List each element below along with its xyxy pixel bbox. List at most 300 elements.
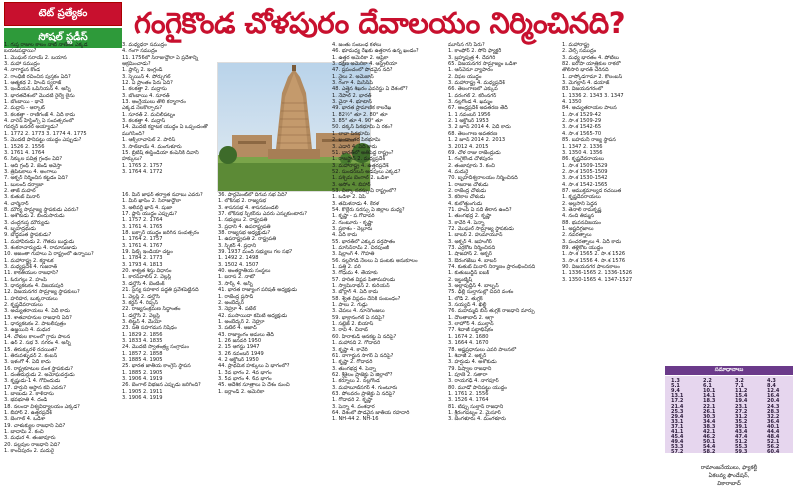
question-line: 1. 3వ భాగం 2. 4వ భాగం	[218, 369, 272, 376]
question-line: 84. అచ్యుతరాయల పాలన	[562, 105, 617, 112]
question-column-1	[4, 42, 114, 492]
answer-cell: 45.4	[671, 434, 684, 441]
question-line: 1. 1905 2. 1911	[122, 388, 163, 395]
question-line: 1. 82½° తూ 2. 80° తూ	[332, 111, 388, 118]
question-line: 3. కృష్ణుడు-1 4. గోవిందుడు	[4, 378, 61, 385]
answer-cell: 41.1	[671, 429, 684, 435]
answer-cell: 58.2	[703, 449, 716, 456]
question-line: 2. గాంధీజీ రచించిన పుస్తకం ఏది?	[4, 73, 71, 80]
question-line: 36. పార్లమెంట్‌లో దిగువ సభ ఏది?	[218, 192, 288, 198]
question-line: 40. అంతర్జాతీయ సంస్థలు	[218, 268, 271, 275]
question-line: 1. మహారాష్ట్ర	[562, 42, 590, 48]
question-line: 1. దంతిదుర్గుడు 2. అమోఘవర్షుడు	[4, 371, 75, 378]
question-line: 3. మధ్యప్రదేశ్ 4. గుజరాత్	[4, 264, 58, 271]
question-line: 3. మహబూబ్‌నగర్ 4. గుంటూరు	[332, 384, 398, 391]
question-line: 1. సభ్యులు 2. రాష్ట్రపతి	[218, 217, 268, 224]
question-line: 11. 1756లో సిరాజుద్దౌలా ఏ ప్రదేశాన్ని	[122, 54, 199, 61]
question-line: 3. 85° తూ 4. 90° తూ	[332, 118, 383, 125]
question-line: 89. తళ్లికోట యుద్ధం	[562, 245, 603, 251]
question-line: 2. వేల్స్ సముద్రం	[562, 48, 597, 55]
answer-cell: 21.4	[671, 403, 684, 410]
question-line: 1. గుప్త రాజుల కాలం నాటి నాణేలు ఎక్కడ	[4, 42, 88, 48]
author-credit	[665, 464, 793, 488]
question-line: 77. శివాజీ పట్టాభిషేకం	[448, 327, 494, 334]
answer-cell: 15.4	[735, 393, 748, 400]
answer-cell: 20.4	[767, 398, 780, 405]
question-line: హక్కులు?	[122, 156, 143, 163]
question-line: 1. అంబేద్కర్ 2. నెహ్రూ	[218, 318, 265, 325]
question-line: 3. స్పీకర్ 4. ప్రధాని	[218, 242, 257, 249]
answer-cell: 42.1	[703, 429, 716, 435]
question-line: 1. 1 నవంబర్ 1956	[448, 111, 491, 118]
answer-cell: 6.1	[703, 383, 712, 390]
question-line: 18. బక్సార్ యుద్ధం జరిగిన సంవత్సరం	[122, 230, 200, 237]
question-line: 55. భారత్‌లో ఎక్కువ వర్షపాతం	[332, 238, 396, 245]
question-line: 15. బ్రిటిష్ ఈస్టిండియా కంపెనీకి దివానీ	[122, 149, 199, 156]
question-line: 2. అల్లసాని పెద్దన	[562, 200, 598, 207]
question-line: 2. అంబేద్కర్	[218, 299, 244, 306]
question-column-5	[448, 42, 558, 492]
question-line: 90. విజయనగర పాలనకాలం	[562, 264, 620, 271]
question-line: 4. నాగార్జున కొండ	[4, 67, 41, 74]
question-line: 3. ఇండియన్ ఒపీనియన్ 4. అన్నీ	[4, 86, 71, 93]
question-line: 1. 1885 2. 1905	[122, 369, 163, 376]
question-line: 73. ఎర్రకోట నిర్మించినది	[448, 245, 496, 251]
answer-cell: 29.4	[671, 413, 684, 420]
question-line: 1. 26 జనవరి 1950	[218, 337, 262, 344]
question-line: 20. పల్లవుల రాజధాని ఏది?	[4, 441, 61, 448]
answers-table	[665, 376, 793, 456]
question-line: 3. అల్లావుద్దీన్ 4. బాల్బన్	[448, 283, 499, 290]
question-line: 1. ఫ్రాన్స్ 2. ఇంగ్లండ్	[122, 67, 163, 74]
answer-cell: 37.1	[671, 423, 684, 430]
question-line: 3. బెంగాల్ 4. ఒడిశా	[4, 416, 46, 423]
answer-cell: 7.1	[735, 383, 744, 390]
question-line: 3. బ్రహ్మపుత్ర 4. దేవగిరి	[448, 54, 496, 61]
question-line: 44. ప్రాథమిక హక్కులు ఏ భాగంలో?	[218, 363, 290, 370]
question-line: 1. వాస్కోడగామా 2. కొలంబస్	[562, 73, 623, 80]
credit-line-3: వికారాబాద్	[717, 481, 741, 487]
question-line: 45. ఆదేశిక సూత్రాలు ఏ దేశం నుంచి	[218, 382, 290, 389]
question-line: 37. లోక్‌సభ స్పీకర్‌ను ఎవరు ఎన్నుకుంటారు?	[218, 211, 307, 218]
question-column-4	[332, 42, 444, 492]
question-line: 1. మహానది 2. గోదావరి	[332, 340, 381, 347]
question-line: 24. మొదటి స్వాతంత్ర్య సంగ్రామం	[122, 344, 189, 351]
question-line: 1. 1526 2. 1556	[4, 143, 45, 150]
question-line: 3. 1761 4. 1764	[4, 149, 45, 156]
question-line: 1. కారన్‌వాలిస్ 2. వెల్లస్లీ	[122, 274, 172, 281]
question-line: 3. భవభూతి 4. దండి	[4, 397, 48, 404]
question-line: 51. భారత్‌లో అతిపెద్ద రాష్ట్రం?	[332, 149, 394, 156]
question-line: 75. ఢిల్లీ సుల్తానుల్లో చివరి వంశం	[448, 289, 514, 296]
question-line: 16. రాష్ట్రకూటుల వంశ స్థాపకుడు?	[4, 365, 74, 372]
question-line: 1. బొంబాయి - థానే	[4, 99, 44, 106]
question-line: బయటపడ్డాయి?	[4, 48, 37, 55]
question-line: తొలిసారి భారత్ చేరినది	[562, 67, 609, 74]
answer-cell: 51.2	[735, 439, 748, 446]
question-line: 78. అష్టప్రధానులు ఎవరి పాలనలో	[448, 346, 517, 353]
question-line: 66. తెలంగాణలో ఎక్కువ	[448, 86, 498, 93]
question-line: 1. గంగైకొండ చోళపురం	[448, 156, 493, 163]
question-line: 3. శంకరాచార్యుడు 4. రామానుజుడు	[4, 245, 77, 251]
question-line: 1. 1772 2. 1773 3. 1774 4. 1775	[4, 130, 87, 137]
question-line: 2. మద్రాస్ - ఆర్కాట్	[4, 105, 45, 112]
question-line: 1. ఆది గ్రంథ్ 2. జెండ్ అవెస్తా	[4, 162, 62, 169]
question-line: 61. నాగార్జున సాగర్ ఏ నదిపై?	[332, 352, 394, 359]
question-line: 3. కృష్ణా 4. కావేరి	[332, 346, 368, 353]
question-column-3	[218, 192, 328, 492]
question-line: 3. 1664 4. 1670	[448, 340, 489, 347]
question-line: 1. డల్హౌసీ 2. వెల్లస్లీ	[122, 312, 160, 319]
question-line: 3. సయ్యద్ 4. ఖిల్జీ	[448, 302, 487, 309]
question-line: మూసిన గని పేరు?	[448, 42, 485, 48]
question-line: 19. చాళుక్యుల రాజధాని ఏది?	[4, 422, 66, 429]
answer-cell: 14.1	[703, 393, 716, 400]
question-line: 10. అజంతా గుహలు ఏ రాష్ట్రంలో ఉన్నాయి?	[4, 251, 94, 258]
question-line: 3. 1526 4. 1764	[448, 397, 489, 404]
answer-cell: 9.4	[671, 388, 680, 395]
question-line: 3. మధ్య భారతం 4. పోటీలు	[562, 54, 619, 61]
question-line: 1. 1765 2. 1757	[122, 162, 163, 169]
question-line: 79. పీష్వాల రాజధాని	[448, 365, 492, 372]
question-line: 54. కొల్లేరు సరస్సు ఏ జిల్లాల మధ్య?	[332, 206, 405, 213]
question-line: 3. 1761 4. 1767	[122, 242, 163, 249]
answer-cell: 28.3	[767, 408, 780, 415]
question-line: 38. రాజ్యసభ అధ్యక్షుడు?	[218, 230, 271, 237]
question-line: 3. మహారాష్ట్ర 4. ఉత్తరప్రదేశ్	[332, 162, 389, 169]
question-line: 11. కాకతీయుల రాజధాని?	[4, 270, 59, 277]
question-line: 17. హర్షుని ఆస్థాన కవి ఎవరు?	[4, 384, 66, 391]
question-line: 3. కావేరి 4. పెన్నా	[448, 219, 485, 226]
question-line: 1. స్వామినాథన్ 2. కురియన్	[332, 283, 390, 290]
question-line: 41. భారత రాజ్యాంగ పరిషత్ అధ్యక్షుడు	[218, 287, 298, 294]
answer-cell: 24.3	[767, 403, 780, 410]
question-line: 7. అక్బర్ నిర్మించిన కట్టడం ఏది?	[4, 175, 68, 182]
question-line: 64. దేశంలో పొడవైన జాతీయ రహదారి	[332, 409, 410, 416]
question-line: 1. పూణె 2. సతారా	[448, 371, 488, 378]
question-line: 1. గోదావరి 2. కృష్ణా	[332, 397, 373, 404]
question-line: 4. వారెన్ హేస్టింగ్స్ ఏ సంవత్సరంలో	[4, 118, 74, 125]
answer-cell: 23.1	[735, 403, 748, 410]
question-line: 1. కర్నూలు 2. నల్లగొండ	[332, 378, 380, 385]
question-line: 1. ఉపరాష్ట్రపతి 2. రాష్ట్రపతి	[218, 236, 277, 243]
question-line: 1. ఆత్మకథ 2. హింద్ స్వరాజ్	[4, 80, 62, 87]
question-line: 47. ప్రపంచంలో పొడవైన నది?	[332, 67, 393, 74]
question-line: 22. రాజ్యసంక్రమణ సిద్ధాంతం	[122, 306, 181, 313]
question-line: 3. హర్షుడు 4. అశోకుడు	[448, 359, 497, 366]
question-line: 1. 1857 2. 1858	[122, 350, 163, 357]
question-line: 4. సా.శ 1565-70	[562, 130, 602, 137]
question-line: 2. రాజేంద్ర చోళుడు	[448, 187, 487, 194]
answer-cell: 1.3	[671, 378, 680, 384]
question-line: 1. 1336-1565 2. 1336-1526	[562, 270, 633, 277]
question-line: 63. పోలవరం ప్రాజెక్టు ఏ నదిపై?	[332, 390, 396, 397]
answer-cell: 60.4	[767, 449, 780, 456]
question-line: 23. సతీ సహగమన నిషేధం	[122, 325, 177, 332]
question-line: 25. భారత జాతీయ కాంగ్రెస్ స్థాపన	[122, 363, 191, 370]
question-line: 86. కృష్ణదేవరాయలు	[562, 156, 604, 163]
question-line: 88. భువనవిజయం	[562, 219, 601, 226]
question-line: 1. నైలు 2. అమెజాన్	[332, 73, 374, 80]
question-line: 1. బీహార్ 2. ఉత్తరప్రదేశ్	[4, 409, 52, 416]
question-line: 4. జంతు సంబంధ కళలు	[332, 42, 382, 48]
question-line: 3. 1833 4. 1835	[122, 337, 163, 344]
question-line: 14. మొదటి కర్ణాటక యుద్ధం ఏ ఒప్పందంతో	[122, 124, 208, 131]
question-line: 1. శివాజీ 2. అక్బర్	[448, 352, 487, 359]
answer-cell: 56.2	[767, 444, 780, 451]
question-line: 3. పెన్నా 4. వంశధార	[332, 403, 375, 410]
answer-cell: 38.3	[703, 423, 716, 430]
question-line: 3. సా.శ 1556 4. సా.శ 1576	[562, 257, 626, 264]
question-line: 1. లోడీ 2. తుగ్లక్	[448, 295, 483, 302]
answer-cell: 52.1	[767, 439, 780, 446]
question-line: 1. బులంద్ దర్వాజా	[4, 181, 44, 188]
question-line: 1. బాబర్ 2. హుమాయూన్	[448, 232, 503, 239]
question-line: 1. ఆక్స్‌లాచాపెల్ 2. పారిస్	[122, 137, 176, 144]
question-line: 3. త్రిపిటకాలు 4. అంగాలు	[4, 168, 57, 175]
question-line: 58. శ్వేత విప్లవం దేనికి సంబంధం?	[332, 295, 401, 302]
answer-cell: 48.4	[767, 434, 780, 441]
answer-cell: 13.1	[671, 393, 684, 400]
question-line: 4. గంగా సముద్రం	[122, 48, 158, 55]
question-line: 74. కుతుబ్ మినార్ నిర్మాణం ప్రారంభించినది	[448, 264, 536, 271]
question-line: 1. సట్లెజ్ 2. బియాస్	[332, 321, 374, 328]
question-line: 4. బృహద్రథుడు	[4, 225, 36, 232]
question-line: 1. 1764 2. 1757	[122, 236, 163, 243]
question-line: 1. వరంగల్ 2. కరీంనగర్	[448, 92, 497, 99]
question-line: 1. సూరత్ 2. మచిలీపట్నం	[122, 111, 176, 118]
question-line: 3. పటేల్ 4. ఆజాద్	[218, 325, 257, 332]
question-line: 3. మధుర 4. తంజావూరు	[4, 435, 56, 442]
question-line: 3. డల్హౌసీ 4. బెంటింక్	[122, 280, 165, 287]
question-line: 3. 26 నవంబర్ 1949	[218, 350, 264, 357]
question-line: 57. హరిత విప్లవ పితామహుడు	[332, 276, 396, 283]
question-line: 17. ప్లాసీ యుద్ధం ఎప్పుడు?	[122, 211, 177, 218]
answer-cell: 4.3	[767, 378, 776, 384]
question-line: 3. 2012 4. 2015	[448, 143, 489, 150]
question-line: 3. బెంగళూరు 4. మంగళూరు	[448, 416, 506, 423]
question-line: 3. 1885 4. 1905	[122, 356, 163, 363]
question-line: ఎక్కడ నెలకొల్పారు?	[122, 105, 163, 112]
question-line: 3. 1350 4. 1356	[562, 149, 603, 156]
question-line: 18. నలందా విశ్వవిద్యాలయం ఎక్కడ?	[4, 403, 80, 410]
question-line: 3. చేపలు 4. నూనెగింజలు	[332, 308, 385, 315]
question-line: 60. హీరాకుడ్ ఆనకట్ట ఏ నదిపై?	[332, 333, 397, 340]
question-line: 3. 1350-1565 4. 1347-1527	[562, 276, 633, 283]
question-line: 3. సార్క్ 4. అన్నీ	[218, 280, 253, 287]
question-line: 13. శాతవాహనుల రాజధాని ఏది?	[4, 314, 72, 321]
question-line: 1. తిరువళ్ళువర్ 2. కంబన్	[4, 352, 58, 359]
question-line: 1. ఓరుగల్లు 2. హంపి	[4, 276, 47, 283]
question-line: 1. రాజస్థాన్ 2. మధ్యప్రదేశ్	[332, 156, 386, 163]
question-line: 1. కుతుబుద్దీన్ ఐబక్	[448, 270, 490, 277]
question-line: 3. కలకత్తా - రాణీగంజ్ 4. ఏదీ కాదు	[4, 111, 76, 118]
question-line: 4. మదురై	[448, 168, 469, 175]
answer-cell: 11.2	[735, 388, 748, 395]
answer-cell: 47.4	[735, 434, 748, 441]
question-line: 9. బౌద్ధమత స్థాపకుడు?	[4, 232, 52, 239]
answer-cell: 30.3	[703, 413, 716, 420]
answer-cell: 2.2	[703, 378, 712, 384]
page-title: గంగైకొండ చోళపురం దేవాలయం నిర్మించినది?	[134, 6, 626, 40]
question-line: 3. ఇళంగో 4. ఏదీ కాదు	[4, 359, 51, 366]
question-line: 1. సా.శ 1565 2. సా.శ 1526	[562, 251, 626, 258]
question-line: 3. అలీవర్దీ ఖాన్ 4. షుజా	[122, 204, 173, 211]
question-line: 13. ఆంగ్లేయులు తొలి కర్మాగారం	[122, 99, 186, 106]
question-line: 3. రాయగఢ్ 4. నాగపూర్	[448, 378, 499, 385]
question-line: 3. 1906 4. 1919	[122, 395, 163, 401]
question-line: 1. కృష్ణా 2. గోదావరి	[332, 359, 373, 366]
question-line: 1. నేపాల్ 2. భారత్	[332, 92, 372, 99]
question-line: 1. కాంచీపురం 2. మదురై	[4, 448, 54, 454]
question-line: 1. ఆన్‌వెనూ వ్యాపారం	[448, 67, 493, 74]
question-line: 81. టిప్పు సుల్తాన్ రాజధాని	[448, 403, 504, 410]
question-line: 1. 1829 2. 1856	[122, 331, 163, 338]
question-line: 3. స్పెయిన్ 4. పోర్చుగల్	[122, 73, 171, 80]
answer-cell: 49.4	[671, 439, 684, 446]
question-line: 1. తుంగభద్ర 2. కృష్ణా	[448, 213, 492, 220]
question-line: 1. సా.శ 1529-42	[562, 111, 602, 118]
question-line: 1. కలకత్తా 2. మద్రాసు	[122, 86, 167, 93]
question-line: 3. భారతదేశంలో మొదటి రైల్వే లైను	[4, 92, 75, 99]
question-line: 1. పాలు 2. గుడ్లు	[332, 302, 368, 309]
question-line: 70. బృహదీశ్వరాలయం నిర్మించినది	[448, 175, 518, 182]
question-line: 80. మూడో పానిపట్టు యుద్ధం	[448, 384, 507, 391]
question-line: 3. మెగల్లాన్ 4. డయాజ్	[562, 80, 610, 87]
question-line: 4. సా.శ 1542-1565	[562, 181, 608, 188]
question-line: 71. హంపి ఏ నదీ తీరాన ఉంది?	[448, 206, 512, 213]
badge-social-studies: సోషల్ స్టడీస్	[4, 28, 122, 48]
question-line: 3. కర్జన్ 4. రిప్పన్	[122, 299, 158, 306]
question-line: 3. సా.శ 1530-1542	[562, 175, 608, 182]
question-line: 1. 1674 2. 1680	[448, 333, 489, 340]
question-line: గవర్నర్ జనరల్ అయ్యాడు?	[4, 124, 59, 131]
question-line: ముగిసింది?	[122, 130, 145, 137]
question-line: 62. శ్రీశైలం ప్రాజెక్టు ఏ జిల్లాలో?	[332, 371, 393, 378]
question-line: 2. 15 ఆగస్టు 1947	[218, 344, 260, 351]
question-line: 3. ఉజ్జయిని 4. మధుర	[4, 327, 51, 334]
answer-cell: 39.1	[735, 423, 748, 430]
question-line: 39. 1937 మంది సభ్యులు గల సభ?	[218, 249, 293, 256]
answer-cell: 55.3	[735, 444, 748, 451]
answer-cell: 35.2	[735, 418, 748, 425]
question-line: 3. 1764 4. 1772	[122, 168, 163, 175]
question-line: 1. ఐర్లాండ్ 2. అమెరికా	[218, 388, 265, 395]
answer-cell: 27.2	[735, 408, 748, 415]
question-line: 3. 5వ భాగం 4. 6వ భాగం	[218, 375, 272, 382]
question-line: 3. మధ్యధరా సముద్రం	[122, 42, 167, 48]
question-line: 4. చార్మినార్	[4, 200, 29, 207]
question-line: 1. పశ్చిమ బెంగాల్ 2. ఒడిశా	[332, 175, 389, 182]
question-line: 1. మహారాష్ట్ర 2. కర్ణాటక	[4, 257, 54, 264]
answer-cell: 46.2	[703, 434, 716, 441]
question-line: 3. షిల్లాంగ్ 4. గౌహతి	[332, 251, 375, 258]
question-line: 1. ఉర్ 2. సభ 3. నగరం 4. అన్నీ	[4, 340, 71, 347]
question-line: 1. మొఘల్ సరాయ్ 2. బయాన	[4, 54, 67, 61]
question-line: 3. గోధుమ 4. తేయాకు	[332, 270, 378, 277]
answer-cell: 18.3	[703, 398, 716, 405]
question-line: 1. 1492 2. 1498	[218, 255, 259, 262]
question-line: 3. ఔరంగజేబు 4. బాబర్	[448, 257, 497, 264]
answer-cell: 57.2	[671, 449, 684, 456]
question-line: 3. చైనా 4. భూటాన్	[332, 99, 372, 106]
question-line: 85. బహమనీ రాజ్య స్థాపన	[562, 137, 616, 144]
question-line: 1. రాజేంద్ర ప్రసాద్	[218, 293, 254, 300]
question-line: 3. తెనాలి రామకృష్ణ	[562, 206, 602, 213]
question-line: 3. అచ్యుతరాయలు 4. ఏదీ కాదు	[4, 308, 70, 315]
answer-cell: 53.3	[671, 444, 684, 451]
answer-cell: 32.2	[767, 413, 780, 420]
question-line: 76. మహమ్మద్ బిన్ తుగ్లక్ రాజధాని మార్పు	[448, 308, 535, 315]
question-line: 65. విజయనగర సామ్రాజ్యం ఒడిశా	[448, 61, 517, 68]
question-line: 1. 1336 2. 1343 3. 1347	[562, 92, 624, 99]
answer-cell: 5.1	[671, 383, 680, 390]
question-column-7	[665, 42, 795, 362]
question-line: 15. తిరుక్కురళ్ రచయిత?	[4, 346, 58, 353]
question-line: 48. ఎత్తైన శిఖరం ఎవరెస్టు ఏ దేశంలో?	[332, 86, 408, 93]
answer-cell: 36.4	[767, 418, 780, 425]
question-line: 4. కులోత్తుంగుడు	[448, 200, 483, 207]
answer-cell: 33.1	[671, 418, 684, 425]
question-line: 1. శ్రీరంగపట్నం 2. మైసూర్	[448, 409, 501, 416]
question-line: 1. 1347 2. 1336	[562, 143, 603, 150]
question-line: 43. రాజ్యాంగం అమలు తేదీ	[218, 331, 274, 338]
question-line: 52. సుందర్‌బన్ అడవులు ఎక్కడ?	[332, 168, 401, 175]
question-line: 1. 1761 2. 1556	[448, 390, 489, 397]
question-line: 3. ఎడారి 4. ఏదీ కాదు	[332, 143, 378, 150]
question-line: 49. భారత ప్రామాణిక కాలరేఖ	[332, 105, 392, 112]
answer-cell: 44.4	[767, 429, 780, 435]
question-line: 1. 1757 2. 1764	[122, 217, 163, 224]
question-column-6	[562, 42, 662, 492]
question-line: 2. ఇల్టుట్మిష్	[448, 276, 473, 283]
question-line: 3. 1761 4. 1765	[122, 223, 163, 230]
question-column-2-bottom	[122, 192, 214, 492]
question-line: 87. ఆముక్తమాల్యద రచయిత	[562, 187, 622, 194]
question-line: 59. భాక్రానంగల్ ఏ నదిపై?	[332, 314, 385, 321]
question-line: 2. నవరత్నాలు	[562, 232, 592, 239]
question-line: 4. 1350	[562, 99, 582, 106]
question-line: 1. మాసిన్‌రామ్ 2. చిరపుంజీ	[332, 245, 389, 251]
answer-cell: 59.3	[735, 449, 748, 456]
question-line: 21. సైన్య సహకార పద్ధతి ప్రవేశపెట్టినది	[122, 287, 199, 294]
answer-cell: 25.3	[671, 408, 684, 415]
question-line: 4. నంది తిమ్మన	[562, 213, 594, 220]
question-line: 3. నెహ్రూ 4. పటేల్	[218, 306, 257, 313]
question-line: 1. షాజహాన్ 2. అక్బర్	[448, 251, 493, 258]
question-line: 82. ఐరోపా యాత్రికుల రాకలో	[562, 61, 621, 68]
question-line: 3. ధాన్యకటకం 4. విజయపురి	[4, 283, 64, 290]
question-line: 50. దక్కన్ పీఠభూమి ఏ రకం?	[332, 124, 393, 131]
answer-cell: 8.4	[767, 383, 776, 390]
question-line: 1. 2 జూన్ 2014 2. 2013	[448, 137, 506, 144]
question-line: 83. విజయనగరంలో	[562, 86, 604, 93]
question-line: 1. బాణుడు 2. కాళిదాసు	[4, 390, 54, 397]
answers-heading: సమాధానాలు	[665, 366, 793, 375]
question-line: 2. తాజ్ మహల్	[4, 187, 36, 194]
question-line: 3. 1793 4. 1813	[122, 261, 163, 268]
question-line: 1. పత్తి 2. వరి	[332, 264, 361, 271]
question-line: 6. సిక్కుల పవిత్ర గ్రంథం ఏది?	[4, 156, 63, 163]
question-line: 3. గంగా 4. మిసిసిపి	[332, 80, 373, 87]
question-line: 3. లాహోర్ 4. ముల్తాన్	[448, 321, 494, 328]
question-line: 1. రాజరాజ చోళుడు	[448, 181, 489, 188]
question-line: 3. పంచరత్నాలు 4. ఏదీ కాదు	[562, 238, 622, 245]
question-line: 1. ఒడిశా 2. ఏపీ	[332, 194, 366, 201]
badge-tet-special: టెట్ ప్రత్యేకం	[4, 2, 122, 26]
question-line: 1. దౌలతాబాద్ 2. ఆగ్రా	[448, 314, 494, 321]
question-line: 1. మీర్ ఖాసిం 2. సిరాజుద్దౌలా	[122, 198, 182, 205]
